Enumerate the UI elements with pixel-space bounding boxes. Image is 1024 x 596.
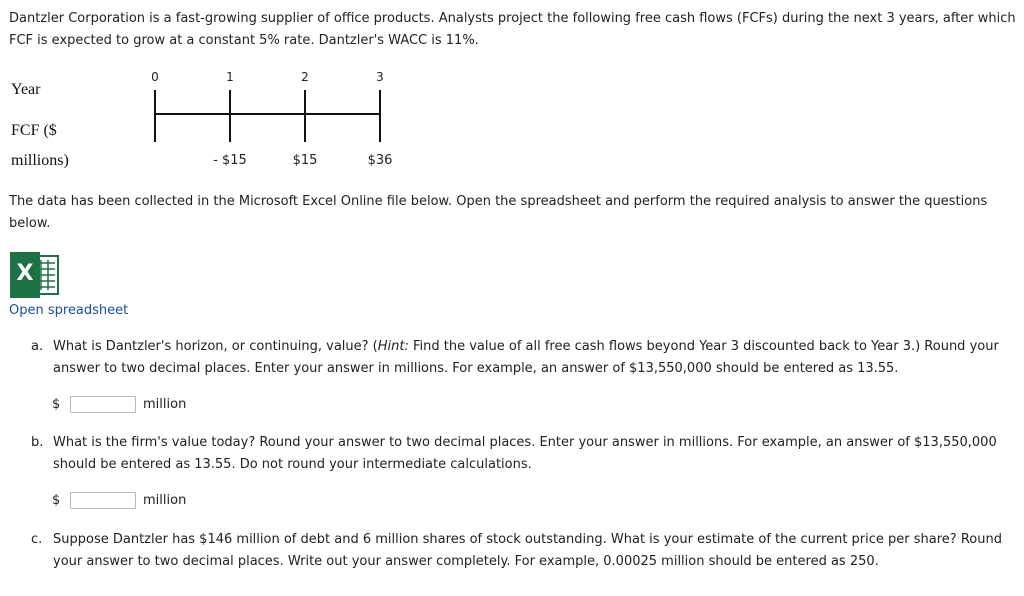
intro-line-1: Dantzler Corporation is a fast-growing supplier of office products. Analysts project the following free cash flows (FCFs) during the next 3 years, after which [9, 11, 1016, 26]
excel-icon[interactable] [10, 252, 60, 298]
cash-flow-timeline [140, 84, 400, 148]
question-a-letter: a. [31, 339, 44, 354]
open-spreadsheet-link[interactable]: Open spreadsheet [9, 303, 129, 318]
question-a-line-1 [53, 336, 999, 358]
question-c-letter: c. [31, 532, 43, 547]
fcf-year-1: - $15 [213, 153, 247, 168]
excel-icon-letter: X [16, 261, 34, 286]
question-c-line-2: your answer to two decimal places. Write out your answer completely. For example, 0.00025 million should be entered as 250. [53, 554, 879, 569]
question-a-unit: million [143, 397, 187, 412]
year-1-label: 1 [226, 70, 234, 84]
question-b-currency: $ [52, 493, 61, 508]
question-a-answer-input[interactable] [70, 396, 136, 413]
data-note-line-2: below. [9, 216, 51, 231]
question-a-line-1-before: What is Dantzler's horizon, or continuing, value? ( [53, 339, 378, 354]
fcf-label-line-2: millions) [11, 152, 69, 169]
year-0-label: 0 [151, 70, 159, 84]
question-c-text [53, 529, 1002, 573]
question-b-line-1: What is the firm's value today? Round your answer to two decimal places. Enter your answer in millions. For example, an answer of $13,550,000 [53, 435, 997, 450]
question-a-currency: $ [52, 397, 61, 412]
question-b-letter: b. [31, 435, 44, 450]
intro-line-2: FCF is expected to grow at a constant 5% rate. Dantzler's WACC is 11%. [9, 33, 479, 48]
fcf-year-3: $36 [367, 153, 393, 168]
year-label: Year [11, 81, 41, 98]
question-b-text [53, 432, 997, 476]
intro-text [9, 8, 1016, 52]
question-b-line-2: should be entered as 13.55. Do not round your intermediate calculations. [53, 457, 532, 472]
question-a-line-1-after: Find the value of all free cash flows beyond Year 3 discounted back to Year 3.) Round your [408, 339, 999, 354]
question-b-answer-input[interactable] [70, 492, 136, 509]
question-c-line-1: Suppose Dantzler has $146 million of debt and 6 million shares of stock outstanding. What is your estimate of the current price per share? Round [53, 532, 1002, 547]
year-2-label: 2 [301, 70, 309, 84]
data-note-line-1: The data has been collected in the Microsoft Excel Online file below. Open the spreadsheet and perform the required analysis to answer the questions [9, 194, 988, 209]
fcf-label-line-1: FCF ($ [11, 122, 57, 139]
question-a-hint-label: Hint: [377, 339, 409, 354]
question-b-unit: million [143, 493, 187, 508]
question-a-line-2: answer to two decimal places. Enter your answer in millions. For example, an answer of $13,550,000 should be entered as 13.55. [53, 361, 899, 376]
year-3-label: 3 [376, 70, 384, 84]
question-a-text [53, 336, 999, 380]
data-note [9, 191, 987, 235]
fcf-year-2: $15 [292, 153, 318, 168]
